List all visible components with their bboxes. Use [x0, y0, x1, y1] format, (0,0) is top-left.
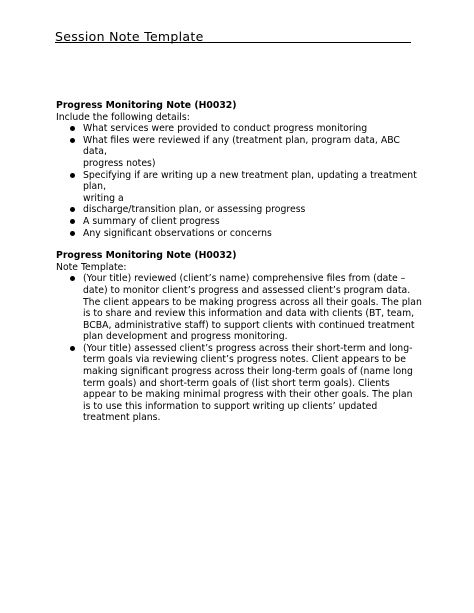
list-item-text: (Your title) assessed client’s progress across their short-term and long-term goals via reviewing client’s progress notes. Client appears to be making significant progress across their long-term goals of (name long term goals) and short-term goals of (list short term goals). Clients appear to be making minimal progress with their other goals. The plan is to use this information to support writing up clients’ updated treatment plans. — [83, 342, 413, 424]
bullet-icon — [70, 173, 75, 178]
progress-monitoring-details-section — [56, 100, 422, 239]
list-item — [56, 216, 422, 228]
list-item-text: (Your title) reviewed (client’s name) comprehensive files from (date – date) to monitor client’s progress and assessed client’s program data. The client appears to be making progress across all their goals. The plan is to share and review this information and data with clients (BT, team, BCBA, administrative staff) to support clients with continued treatment plan development and progress monitoring. — [83, 273, 422, 343]
list-item — [56, 273, 422, 343]
list-item — [56, 204, 422, 216]
list-item-text: Specifying if are writing up a new treatment plan, updating a treatment plan, writing a — [83, 169, 417, 204]
document-body — [56, 100, 422, 424]
section-spacer — [56, 239, 422, 250]
bullet-icon — [70, 219, 75, 224]
section-heading: Progress Monitoring Note (H0032) — [56, 250, 237, 262]
section-intro: Include the following details: — [56, 111, 190, 123]
bullet-icon — [70, 276, 75, 281]
list-item-text: Any significant observations or concerns — [83, 227, 272, 239]
bullet-icon — [70, 207, 75, 212]
template-bullet-list — [56, 273, 422, 424]
list-item-text: What files were reviewed if any (treatment plan, program data, ABC data, progress notes) — [83, 134, 400, 169]
list-item-text: A summary of client progress — [83, 215, 220, 227]
list-item — [56, 343, 422, 424]
list-item-text: discharge/transition plan, or assessing progress — [83, 204, 306, 216]
details-bullet-list — [56, 123, 422, 239]
list-item — [56, 135, 422, 170]
bullet-icon — [70, 126, 75, 131]
bullet-icon — [70, 231, 75, 236]
list-item-text: What services were provided to conduct progress monitoring — [83, 123, 368, 135]
list-item — [56, 170, 422, 205]
list-item — [56, 228, 422, 240]
bullet-icon — [70, 346, 75, 351]
title-underline — [55, 26, 411, 43]
section-heading: Progress Monitoring Note (H0032) — [56, 100, 237, 111]
section-intro: Note Template: — [56, 261, 127, 273]
progress-monitoring-template-section — [56, 250, 422, 424]
list-item — [56, 123, 422, 135]
document-title: Session Note Template — [55, 29, 204, 44]
bullet-icon — [70, 138, 75, 143]
